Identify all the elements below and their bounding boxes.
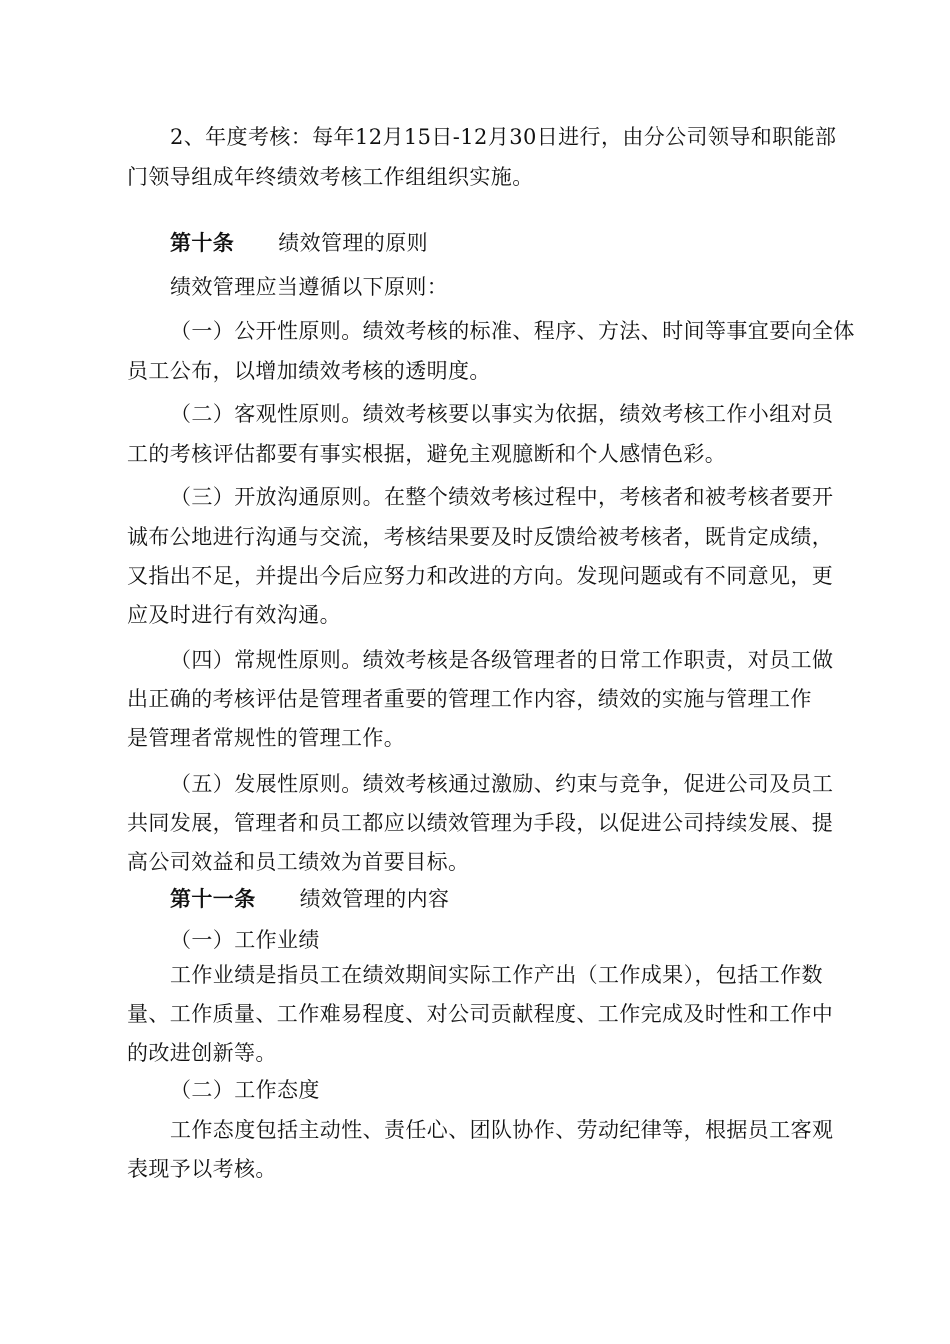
article-10-title: 绩效管理的原则	[278, 231, 429, 255]
annual-review-line-1: 2、年度考核：每年12月15日-12月30日进行，由分公司领导和职能部	[170, 125, 837, 149]
article-10-label: 第十条	[170, 231, 235, 255]
article-10-intro: 绩效管理应当遵循以下原则：	[170, 275, 449, 299]
principle-4-line-2: 出正确的考核评估是管理者重要的管理工作内容，绩效的实施与管理工作	[127, 687, 812, 711]
principle-3-line-2: 诚布公地进行沟通与交流，考核结果要及时反馈给被考核者，既肯定成绩，	[127, 525, 834, 549]
principle-1-line-2: 员工公布，以增加绩效考核的透明度。	[127, 359, 491, 383]
section-1-heading: （一）工作业绩	[170, 928, 320, 952]
section-2-line-1: 工作态度包括主动性、责任心、团队协作、劳动纪律等，根据员工客观	[170, 1118, 834, 1142]
principle-3-line-4: 应及时进行有效沟通。	[127, 603, 341, 627]
annual-review-line-2: 门领导组成年终绩效考核工作组组织实施。	[127, 165, 534, 189]
principle-5-line-2: 共同发展，管理者和员工都应以绩效管理为手段，以促进公司持续发展、提	[127, 811, 834, 835]
section-2-heading: （二）工作态度	[170, 1078, 320, 1102]
principle-5-line-1: （五）发展性原则。绩效考核通过激励、约束与竞争，促进公司及员工	[170, 772, 834, 796]
principle-4-line-3: 是管理者常规性的管理工作。	[127, 726, 406, 750]
section-1-line-2: 量、工作质量、工作难易程度、对公司贡献程度、工作完成及时性和工作中	[127, 1002, 834, 1026]
article-11-label: 第十一条	[170, 887, 256, 911]
principle-1-line-1: （一）公开性原则。绩效考核的标准、程序、方法、时间等事宜要向全体	[170, 319, 855, 343]
principle-4-line-1: （四）常规性原则。绩效考核是各级管理者的日常工作职责，对员工做	[170, 648, 834, 672]
article-11-heading	[170, 884, 449, 914]
article-11-title: 绩效管理的内容	[299, 887, 450, 911]
article-10-heading	[170, 228, 428, 258]
principle-2-line-2: 工的考核评估都要有事实根据，避免主观臆断和个人感情色彩。	[127, 442, 727, 466]
section-1-line-1: 工作业绩是指员工在绩效期间实际工作产出（工作成果），包括工作数	[170, 963, 823, 987]
principle-3-line-3: 又指出不足，并提出今后应努力和改进的方向。发现问题或有不同意见，更	[127, 564, 834, 588]
principle-3-line-1: （三）开放沟通原则。在整个绩效考核过程中，考核者和被考核者要开	[170, 485, 834, 509]
principle-2-line-1: （二）客观性原则。绩效考核要以事实为依据，绩效考核工作小组对员	[170, 402, 834, 426]
principle-5-line-3: 高公司效益和员工绩效为首要目标。	[127, 850, 470, 874]
section-2-line-2: 表现予以考核。	[127, 1157, 277, 1181]
section-1-line-3: 的改进创新等。	[127, 1041, 277, 1065]
